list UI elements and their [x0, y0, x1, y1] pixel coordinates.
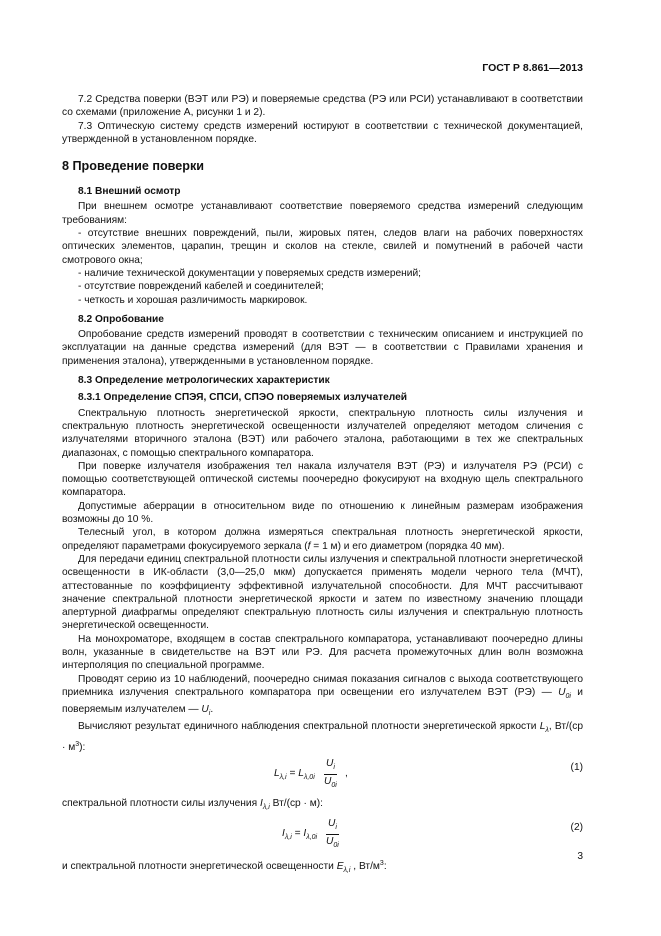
paragraph-calc	[62, 720, 583, 754]
paragraph-7-3: 7.3 Оптическую систему средств измерений юстируют в соответствии с технической документацией, утвержденной в установленном порядке.	[62, 120, 583, 145]
eq-subscript: λ,0i	[303, 774, 315, 782]
subscript: i	[208, 710, 211, 718]
fraction-numerator	[326, 817, 339, 835]
paragraph: При поверке излучателя изображения тел накала излучателя ВЭТ (РЭ) и излучателя РЭ (РСИ) с помощью соответствующей оптической системы поочередно фокусируют на входную щель спектрального компаратора.	[62, 460, 583, 499]
list-item: - отсутствие внешних повреждений, пыли, жировых пятен, следов влаги на рабочих поверхностях оптических элементов, царапин, трещин и сколов на стекле, свилей и помутнений в рабочей части смотрового окна;	[62, 228, 583, 266]
eq-tail: ,	[345, 768, 348, 780]
paragraph-solid-angle	[62, 526, 583, 553]
paragraph-8-1: При внешнем осмотре устанавливают соответствие поверяемого средства измерений следующим требованиям:	[62, 201, 583, 226]
standard-header: ГОСТ Р 8.861—2013	[482, 62, 583, 74]
text-run: :	[383, 861, 387, 873]
text-run: Проводят серию из 10 наблюдений, поочередно снимая показания сигналов с выхода соответствующего приемника излучения спектрального компаратора при освещении его излучателем ВЭТ (РЭ) —	[62, 673, 583, 698]
eq-subscript: 0i	[331, 782, 337, 790]
eq-sign: =	[286, 768, 299, 780]
text-run: Телесный угол, в котором должна измеряться спектральная плотность энергетической яркости, определяют параметрами фокусируемого зеркала (	[62, 527, 583, 552]
eq-subscript: λ,i	[284, 834, 292, 842]
eq-subscript: 0i	[333, 842, 339, 850]
superscript: 3	[75, 740, 80, 748]
paragraph-eq3-intro	[62, 857, 583, 877]
section-8-3-title: 8.3 Определение метрологических характеристик	[78, 375, 330, 387]
text-run: .	[210, 704, 214, 716]
section-8-1-title: 8.1 Внешний осмотр	[78, 186, 181, 198]
text-run: ):	[79, 741, 86, 753]
symbol-u0: U	[558, 686, 566, 698]
equation-fraction	[326, 817, 339, 852]
equation-2	[62, 817, 583, 851]
list-item: - наличие технической документации у поверяемых средств измерений;	[78, 267, 421, 279]
eq-symbol: I	[282, 828, 285, 840]
equation-lhs	[274, 767, 315, 784]
section-8-title: 8 Проведение поверки	[62, 159, 204, 174]
eq-symbol: L	[274, 768, 280, 780]
subscript: λ,i	[262, 804, 270, 812]
paragraph-7-2: 7.2 Средства поверки (ВЭТ или РЭ) и поверяемые средства (РЭ или РСИ) устанавливают в соответствии со схемами (приложение А, рисунки 1 и 2).	[62, 94, 583, 119]
equation-1	[62, 757, 583, 791]
subscript: λ	[545, 727, 549, 735]
symbol-l: L	[539, 721, 546, 733]
eq-sign: =	[291, 828, 304, 840]
fraction-denominator	[324, 775, 337, 792]
superscript: 3	[379, 860, 384, 868]
eq-subscript: λ,i	[279, 774, 287, 782]
list-item: - четкость и хорошая различимость маркировок.	[78, 294, 308, 306]
eq-symbol: U	[328, 818, 336, 830]
symbol-e: E	[336, 861, 344, 873]
equation-lhs	[282, 827, 317, 844]
paragraph-eq2-intro	[62, 797, 583, 814]
text-run: Вычисляют результат единичного наблюдения спектральной плотности энергетической яркости	[78, 721, 540, 733]
paragraph: Спектральную плотность энергетической яркости, спектральную плотность силы излучения и спектральную плотность энергетической освещенности излучателей определяют методом сличения с излучателями вторичного эталона (ВЭТ) или рабочего эталона, работающими в тех же спектральных диапазонах, с помощью спектрального компаратора.	[62, 407, 583, 459]
page-body	[62, 93, 583, 878]
text-run: = 1 м) и его диаметром (порядка 40 мм).	[310, 540, 505, 552]
equation-number: (1)	[570, 762, 583, 774]
fraction-numerator	[324, 757, 337, 775]
eq-symbol: U	[326, 836, 334, 848]
text-run: Вт/(ср · м):	[269, 798, 323, 810]
subscript: 0i	[565, 692, 571, 700]
eq-subscript: i	[333, 764, 335, 772]
equation-number: (2)	[570, 822, 583, 834]
equation-fraction	[324, 757, 337, 792]
eq-subscript: λ,0i	[306, 834, 318, 842]
symbol-f: f	[307, 540, 311, 552]
eq-symbol: U	[326, 758, 334, 770]
section-8-2-title: 8.2 Опробование	[78, 313, 164, 325]
paragraph: Допустимые аберрации в относительном виде по отношению к линейным размерам изображения возможны до 10 %.	[62, 500, 583, 526]
eq-subscript: i	[335, 824, 337, 832]
text-run: , Вт/(ср · м	[62, 721, 584, 753]
text-run: и спектральной плотности энергетической освещенности	[62, 861, 337, 873]
list-item: - отсутствие повреждений кабелей и соединителей;	[78, 281, 324, 293]
subscript: λ,i	[343, 867, 351, 875]
symbol-u: U	[201, 704, 209, 716]
page-number: 3	[577, 851, 583, 862]
paragraph: Для передачи единиц спектральной плотности силы излучения и спектральной плотности энергетической освещенности в ИК-области (3,0—25,0 мкм) допускается применять модели черного тела (МЧТ), аттестованные по коэффициенту эффективной излучательной способности. Для МЧТ рассчитывают значение спектральной плотности энергетической яркости и затем по известному значению площади апертурной диафрагмы определяют спектральную плотность силы излучения и спектральную плотность энергетической освещенности.	[62, 553, 583, 632]
fraction-denominator	[326, 835, 339, 852]
paragraph: На монохроматоре, входящем в состав спектрального компаратора, устанавливают поочередно длины волн, указанные в свидетельстве на ВЭТ или РЭ. Для расчета промежуточных длин волн возможна интерполяция по специальной программе.	[62, 633, 583, 672]
eq-symbol: L	[298, 768, 304, 780]
text-run: , Вт/м	[350, 861, 380, 873]
symbol-i: I	[259, 798, 263, 810]
text-run: спектральной плотности силы излучения	[62, 798, 260, 810]
paragraph-8-2: Опробование средств измерений проводят в соответствии с техническим описанием и инструкцией по эксплуатации на данные средства измерений (для ВЭТ — в соответствии с Правилами хранения и применения эталона), утвержденными в установленном порядке.	[62, 329, 583, 367]
text-run: и поверяемым излучателем —	[62, 686, 583, 716]
section-8-3-1-title: 8.3.1 Определение СПЭЯ, СПСИ, СПЭО поверяемых излучателей	[78, 392, 408, 404]
eq-symbol: U	[324, 776, 332, 788]
eq-symbol: I	[303, 828, 307, 840]
paragraph-series	[62, 673, 583, 721]
